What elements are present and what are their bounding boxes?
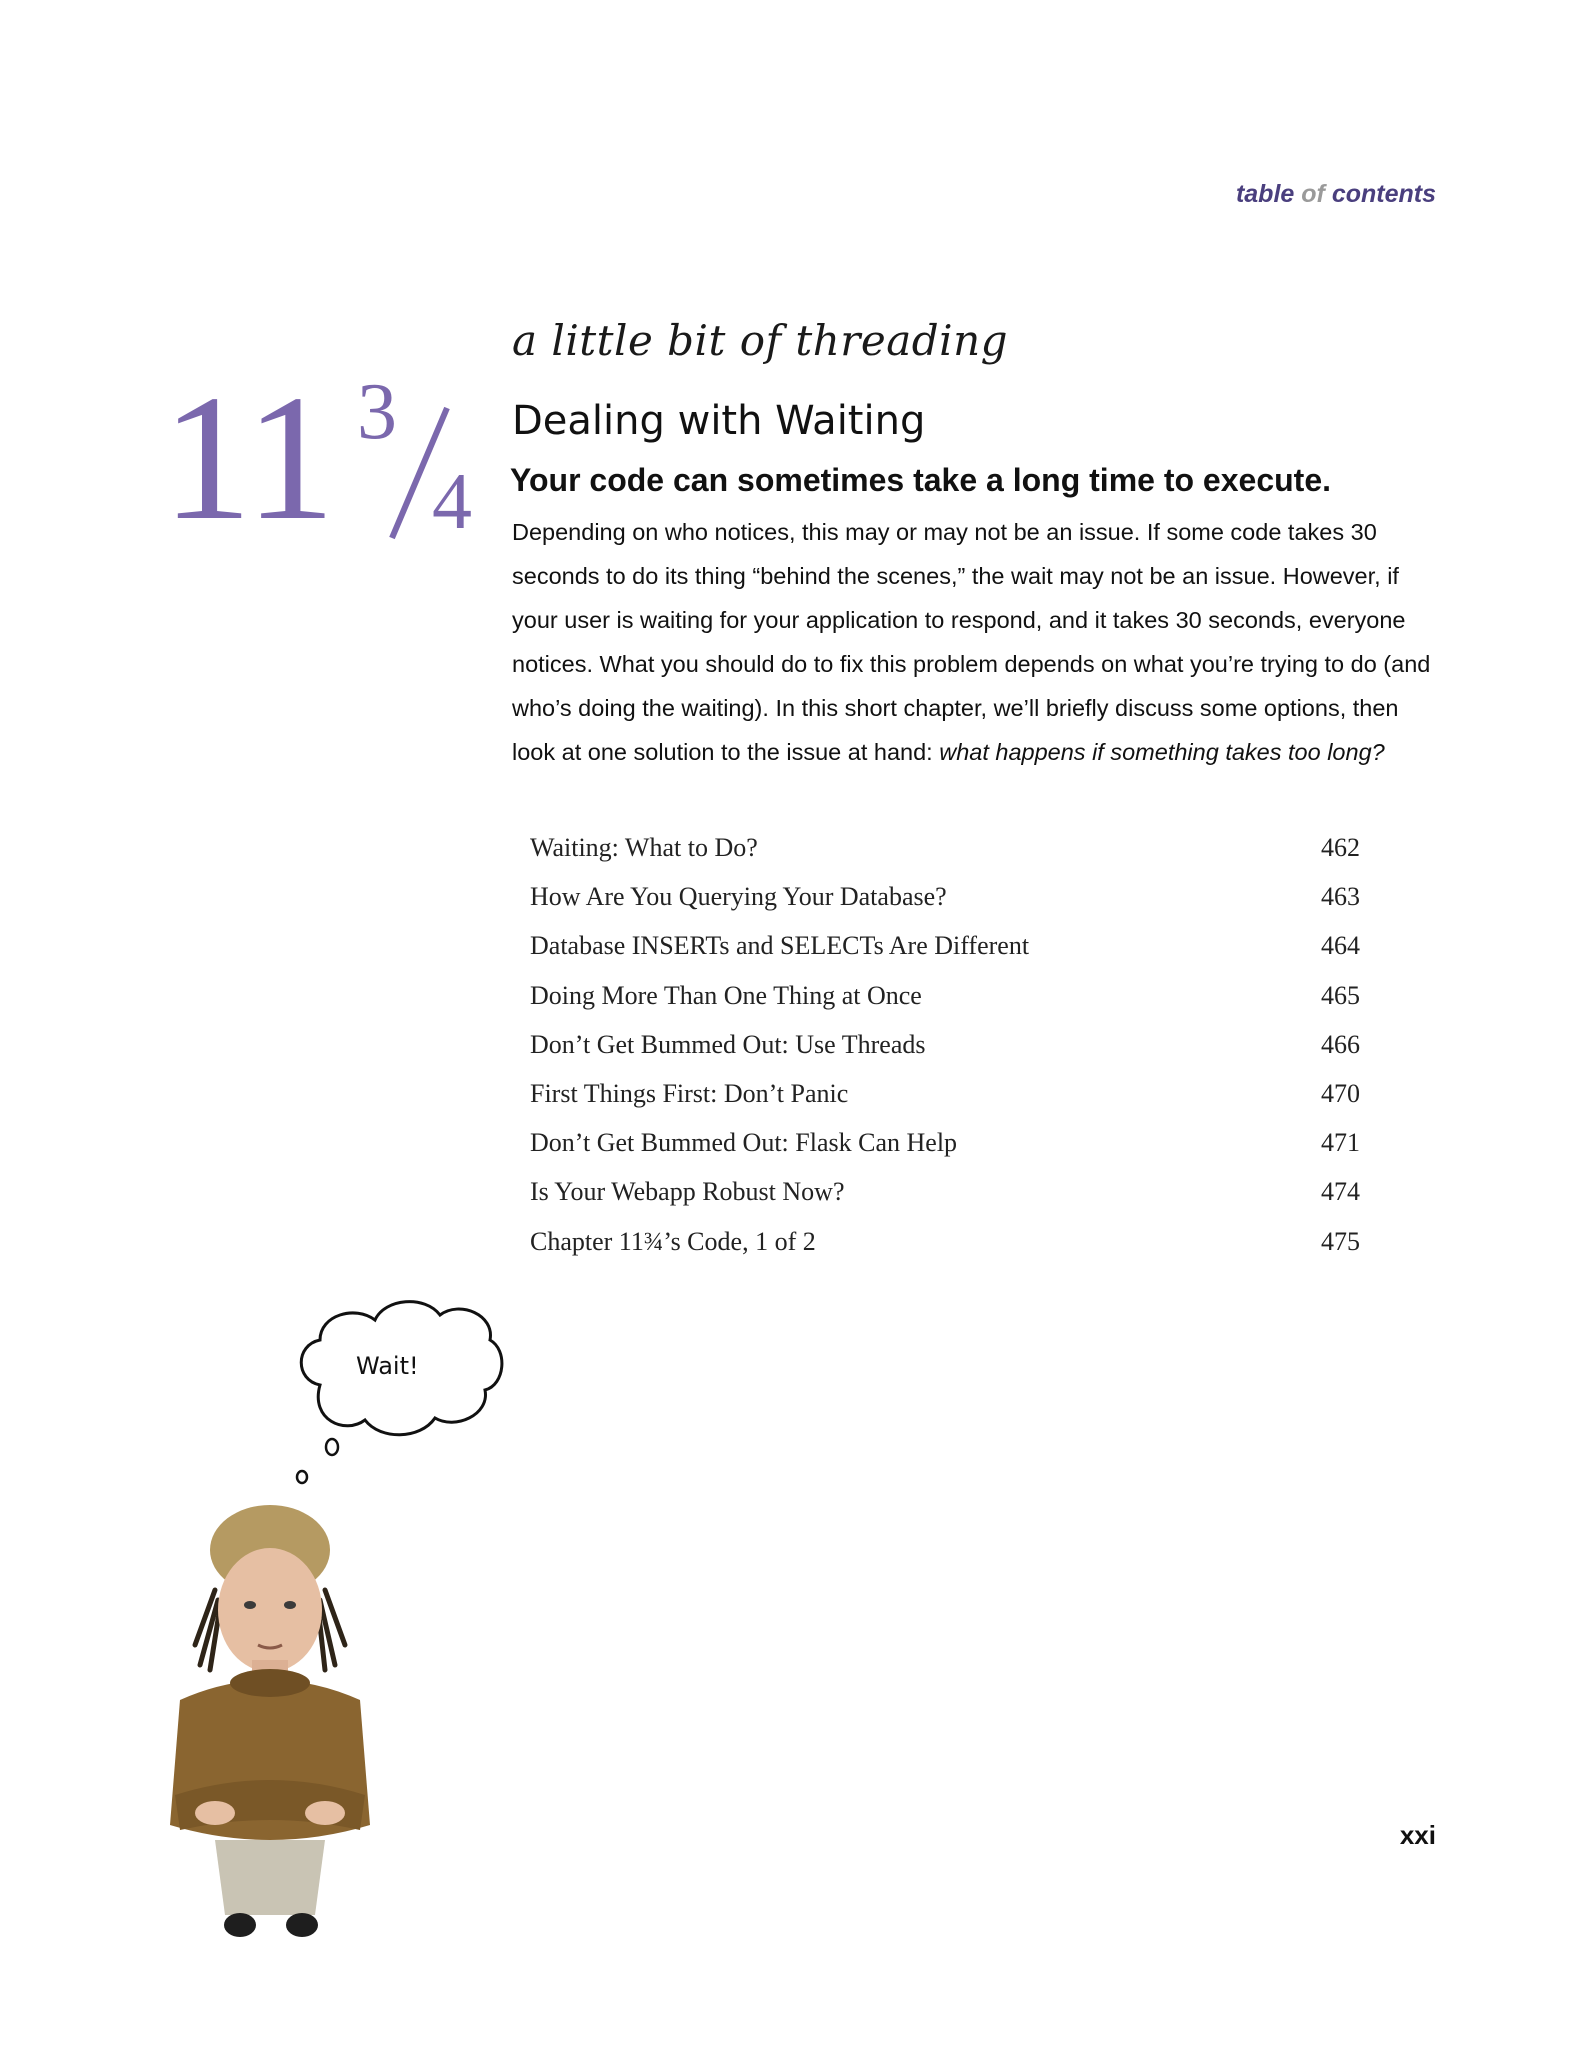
toc-entry-page: 475 [1321, 1226, 1360, 1256]
running-head [1236, 180, 1436, 209]
toc-entry-page: 470 [1321, 1078, 1360, 1108]
toc-entry[interactable] [530, 1128, 1360, 1177]
thought-bubble-text: Wait! [356, 1352, 419, 1380]
chapter-number-fraction [337, 368, 497, 558]
toc-entry[interactable] [530, 833, 1360, 882]
chapter-headline: Your code can sometimes take a long time to execute. [510, 462, 1331, 498]
toc-entry[interactable] [530, 1030, 1360, 1079]
chapter-number-numerator: 3 [357, 368, 397, 456]
toc-entry-title: Doing More Than One Thing at Once [530, 980, 922, 1010]
toc-entry[interactable] [530, 1177, 1360, 1226]
toc-list [530, 833, 1360, 1276]
toc-entry[interactable] [530, 981, 1360, 1030]
toc-entry-title: How Are You Querying Your Database? [530, 882, 947, 912]
toc-entry-title: Waiting: What to Do? [530, 833, 758, 862]
intro-text: Depending on who notices, this may or may not be an issue. If some code takes 30 seconds to do its thing “behind the scenes,” the wait may not be an issue. However, if your user is waiting for your application to respond, and it takes 30 seconds, everyone notices. What you should do to fix this problem depends on what you’re trying to do (and who’s doing the waiting). In this short chapter, we’ll briefly discuss some options, then look at one solution to the issue at hand: [512, 519, 1431, 765]
toc-entry[interactable] [530, 1079, 1360, 1128]
thought-bubble-icon [290, 1290, 510, 1510]
toc-entry-page: 465 [1321, 980, 1360, 1010]
toc-entry-title: First Things First: Don’t Panic [530, 1078, 849, 1108]
chapter-subtitle: a little bit of threading [512, 316, 1009, 365]
toc-entry[interactable] [530, 931, 1360, 980]
toc-entry-page: 463 [1321, 882, 1360, 912]
toc-entry-page: 464 [1321, 931, 1360, 961]
chapter-number-whole: 11 [162, 358, 336, 557]
chapter-intro [512, 510, 1432, 774]
toc-entry[interactable] [530, 1227, 1360, 1276]
toc-entry-title: Chapter 11¾’s Code, 1 of 2 [530, 1226, 816, 1256]
running-head-prefix: table [1235, 180, 1295, 208]
chapter-title: Dealing with Waiting [512, 398, 926, 444]
toc-entry-page: 462 [1321, 833, 1360, 862]
toc-entry-page: 471 [1321, 1128, 1360, 1158]
toc-entry-title: Don’t Get Bummed Out: Use Threads [530, 1029, 926, 1059]
toc-entry-title: Don’t Get Bummed Out: Flask Can Help [530, 1128, 958, 1158]
chapter-number [162, 358, 502, 558]
running-head-suffix: contents [1331, 180, 1436, 208]
toc-entry-page: 466 [1321, 1029, 1360, 1059]
toc-entry-title: Is Your Webapp Robust Now? [530, 1177, 845, 1207]
chapter-number-denominator: 4 [432, 458, 472, 546]
person-arms-crossed-illustration [120, 1495, 400, 1955]
toc-entry-title: Database INSERTs and SELECTs Are Different [530, 931, 1030, 961]
toc-entry[interactable] [530, 882, 1360, 931]
intro-question: what happens if something takes too long? [939, 739, 1385, 765]
page-folio: xxi [1399, 1820, 1436, 1850]
toc-entry-page: 474 [1321, 1177, 1360, 1207]
running-head-middle: of [1301, 180, 1325, 208]
